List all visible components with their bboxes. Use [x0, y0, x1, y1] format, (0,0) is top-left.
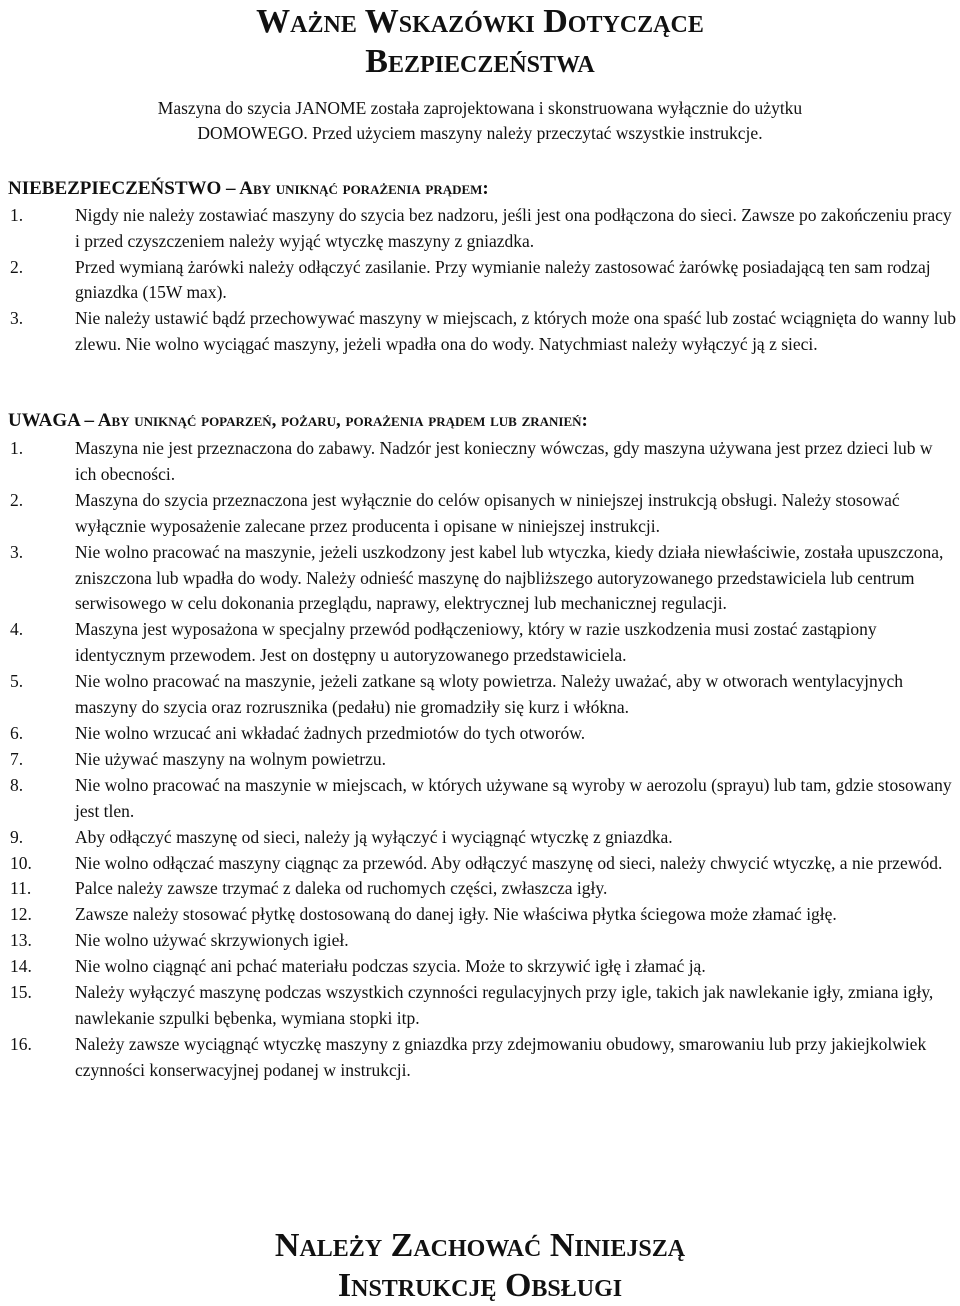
- list-item-number: 4.: [10, 619, 24, 640]
- list-item-text: Aby odłączyć maszynę od sieci, należy ją wyłączyć i wyciągnąć wtyczkę z gniazdka.: [75, 826, 673, 847]
- list-item: [8, 306, 958, 358]
- list-item: [8, 773, 958, 825]
- page-title: [0, 2, 960, 82]
- danger-list: [8, 203, 958, 358]
- list-item: [8, 488, 958, 540]
- list-item-text: Nie wolno odłączać maszyny ciągnąc za przewód. Aby odłączyć maszynę od sieci, należy chwycić wtyczkę, a nie przewód.: [75, 852, 943, 873]
- list-item-number: 15.: [10, 982, 32, 1003]
- list-item-text: Nie wolno pracować na maszynie, jeżeli zatkane są wloty powietrza. Należy uważać, aby w otworach wentylacyjnych maszyny do szycia oraz rozrusznika (pedału) nie gromadziły się kurz i włókna.: [75, 671, 903, 718]
- warning-list: [8, 436, 958, 1084]
- list-item-number: 6.: [10, 722, 24, 743]
- list-item: [8, 255, 958, 307]
- intro-line-1: Maszyna do szycia JANOME została zaprojektowana i skonstruowana wyłącznie do użytku: [157, 98, 803, 118]
- list-item-text: Należy zawsze wyciągnąć wtyczkę maszyny z gniazdka przy zdejmowaniu obudowy, smarowaniu lub przy jakiejkolwiek czynności konserwacyjnej podanej w instrukcji.: [75, 1033, 927, 1080]
- list-item-number: 5.: [10, 671, 24, 692]
- list-item-text: Nie wolno pracować na maszynie w miejscach, w których używane są wyroby w aerozolu (sprayu) lub tam, gdzie stosowany jest tlen.: [75, 774, 952, 821]
- page-title-line-1: Ważne Wskazówki Dotyczące: [256, 3, 704, 40]
- list-item-text: Nie używać maszyny na wolnym powietrzu.: [75, 748, 387, 769]
- list-item-number: 11.: [10, 878, 32, 899]
- list-item-text: Zawsze należy stosować płytkę dostosowaną do danej igły. Nie właściwa płytka ściegowa może złamać igłę.: [75, 904, 837, 925]
- intro-line-2: DOMOWEGO. Przed użyciem maszyny należy przeczytać wszystkie instrukcje.: [197, 123, 763, 143]
- list-item: [8, 747, 958, 773]
- list-item: [8, 980, 958, 1032]
- list-item-text: Maszyna do szycia przeznaczona jest wyłącznie do celów opisanych w niniejszej instrukcją obsługi. Należy stosować wyłącznie wyposażenie zalecane przez producenta i opisane w niniejszej instrukcji.: [75, 489, 900, 536]
- list-item-text: Maszyna nie jest przeznaczona do zabawy. Nadzór jest konieczny wówczas, gdy maszyna używana jest przez dzieci lub w ich obecności.: [75, 438, 933, 484]
- list-item-text: Nie należy ustawić bądź przechowywać maszyny w miejscach, z których może ona spaść lub zostać wciągnięta do wanny lub zlewu. Nie wolno wyciągać maszyny, jeżeli wpadła ona do wody. Natychmiast należy wyłączyć ją z sieci.: [75, 308, 956, 354]
- list-item-number: 8.: [10, 774, 24, 795]
- list-item-number: 14.: [10, 956, 32, 977]
- list-item-number: 10.: [10, 852, 32, 873]
- list-item: [8, 617, 958, 669]
- warning-heading: UWAGA – Aby uniknąć poparzeń, pożaru, porażenia prądem lub zranień:: [8, 410, 588, 431]
- list-item: [8, 1032, 958, 1084]
- list-item-text: Palce należy zawsze trzymać z daleka od ruchomych części, zwłaszcza igły.: [75, 878, 608, 899]
- list-item-text: Nie wolno wrzucać ani wkładać żadnych przedmiotów do tych otworów.: [75, 722, 586, 743]
- list-item: [8, 928, 958, 954]
- list-item-text: Maszyna jest wyposażona w specjalny przewód podłączeniowy, który w razie uszkodzenia musi zostać zastąpiony identycznym przewodem. Jest on dostępny u autoryzowanego przedstawiciela.: [75, 619, 877, 666]
- list-item: [8, 203, 958, 255]
- list-item-number: 9.: [10, 826, 24, 847]
- list-item-number: 2.: [10, 489, 24, 510]
- list-item: [8, 851, 958, 877]
- list-item: [8, 436, 958, 488]
- list-item-text: Nie wolno używać skrzywionych igieł.: [75, 930, 349, 951]
- danger-heading: NIEBEZPIECZEŃSTWO – Aby uniknąć porażenia prądem:: [8, 178, 489, 199]
- list-item-number: 13.: [10, 930, 32, 951]
- list-item: [8, 540, 958, 618]
- list-item: [8, 876, 958, 902]
- list-item: [8, 954, 958, 980]
- list-item-number: 3.: [10, 308, 24, 329]
- list-item-number: 1.: [10, 205, 24, 225]
- list-item: [8, 669, 958, 721]
- closing-title-line-1: Należy Zachować Niniejszą: [274, 1227, 686, 1264]
- list-item-text: Nigdy nie należy zostawiać maszyny do szycia bez nadzoru, jeśli jest ona podłączona do sieci. Zawsze po zakończeniu pracy i przed czyszczeniem należy wyjąć wtyczkę maszyny z gniazdka.: [75, 205, 952, 251]
- list-item-text: Przed wymianą żarówki należy odłączyć zasilanie. Przy wymianie należy zastosować żarówkę posiadającą ten sam rodzaj gniazdka (15W max).: [75, 256, 931, 303]
- list-item-number: 7.: [10, 748, 24, 769]
- list-item-number: 16.: [10, 1033, 32, 1054]
- intro-paragraph: [0, 96, 960, 146]
- list-item-text: Nie wolno ciągnąć ani pchać materiału podczas szycia. Może to skrzywić igłę i złamać ją.: [75, 956, 706, 977]
- list-item-text: Należy wyłączyć maszynę podczas wszystkich czynności regulacyjnych przy igle, takich jak nawlekanie igły, zmiana igły, nawlekanie szpulki bębenka, wymiana stopki itp.: [75, 982, 934, 1028]
- list-item: [8, 902, 958, 928]
- page-title-line-2: Bezpieczeństwa: [365, 43, 595, 80]
- list-item: [8, 721, 958, 747]
- list-item-number: 2.: [10, 256, 24, 277]
- list-item-number: 12.: [10, 904, 32, 925]
- list-item-number: 1.: [10, 438, 24, 458]
- list-item-text: Nie wolno pracować na maszynie, jeżeli uszkodzony jest kabel lub wtyczka, kiedy działa niewłaściwie, została upuszczona, zniszczona lub wpadła do wody. Należy odnieść maszynę do najbliższego autoryzowanego przedstawiciela lub centrum serwisowego w celu dokonania przeglądu, naprawy, elektrycznej lub mechanicznej regulacji.: [75, 541, 944, 614]
- closing-title-line-2: Instrukcję Obsługi: [337, 1267, 623, 1304]
- list-item: [8, 825, 958, 851]
- list-item-number: 3.: [10, 541, 24, 562]
- closing-title: [0, 1226, 960, 1306]
